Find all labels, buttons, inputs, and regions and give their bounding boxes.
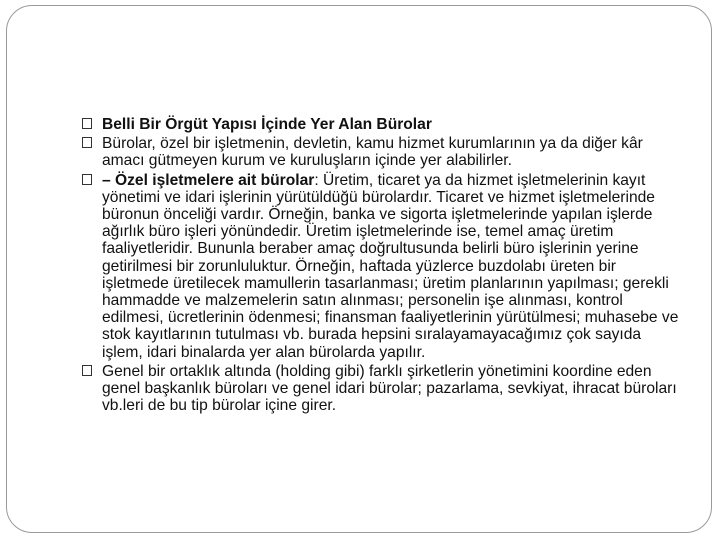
bullet-text: : Üretim, ticaret ya da hizmet işletmelerinin kayıt yönetimi ve idari işlerinin yürütüldüğü bürolardır. Ticaret ve hizmet işletmelerinde büronun önceliği vardır. Örneğin, banka ve sigorta işletmelerinde yapılan işlerde ağırlık büro işleri yönündedir. Üretim işletmelerinde ise, temel amaç üretim faaliyetleridir. Bununla beraber amaç doğrultusunda belirli büro işlerinin yerine getirilmesi bir zorunluluktur. Örneğin, haftada yüzlerce buzdolabı üreten bir işletmede üretilecek mamullerin tasarlanması; üretim planlarının yapılması; gerekli hammadde ve malzemelerin satın alınması; personelin işe alınması, kontrol edilmesi, ücretlerinin ödenmesi; finansman faaliyetlerinin yürütülmesi; muhasebe ve stok kayıtlarının tutulması vb. burada hepsini sıralayamayacağımız çok sayıda işlem, idari binalarda yer alan bürolarda yapılır. bbox=[102, 171, 679, 361]
bullet-text: Genel bir ortaklık altında (holding gibi) farklı şirketlerin yönetimini koordine eden genel başkanlık büroları ve genel idari bürolar; pazarlama, sevkiyat, ihracat büroları vb.leri de bu tip bürolar içine girer. bbox=[102, 362, 677, 415]
square-bullet-icon bbox=[82, 118, 92, 129]
slide-content bbox=[80, 116, 680, 416]
square-bullet-icon bbox=[82, 137, 92, 148]
square-bullet-icon bbox=[82, 365, 92, 376]
bullet-item-2 bbox=[80, 135, 680, 169]
bullet-heading: – Özel işletmelere ait bürolar bbox=[102, 171, 315, 189]
bullet-item-4 bbox=[80, 363, 680, 415]
square-bullet-icon bbox=[82, 174, 92, 185]
bullet-heading: Belli Bir Örgüt Yapısı İçinde Yer Alan Bürolar bbox=[102, 116, 432, 133]
bullet-item-1 bbox=[80, 116, 680, 133]
bullet-item-3 bbox=[80, 172, 680, 361]
bullet-text: Bürolar, özel bir işletmenin, devletin, kamu hizmet kurumlarının ya da diğer kâr amacı gütmeyen kurum ve kuruluşların içinde yer alabilirler. bbox=[102, 135, 643, 170]
